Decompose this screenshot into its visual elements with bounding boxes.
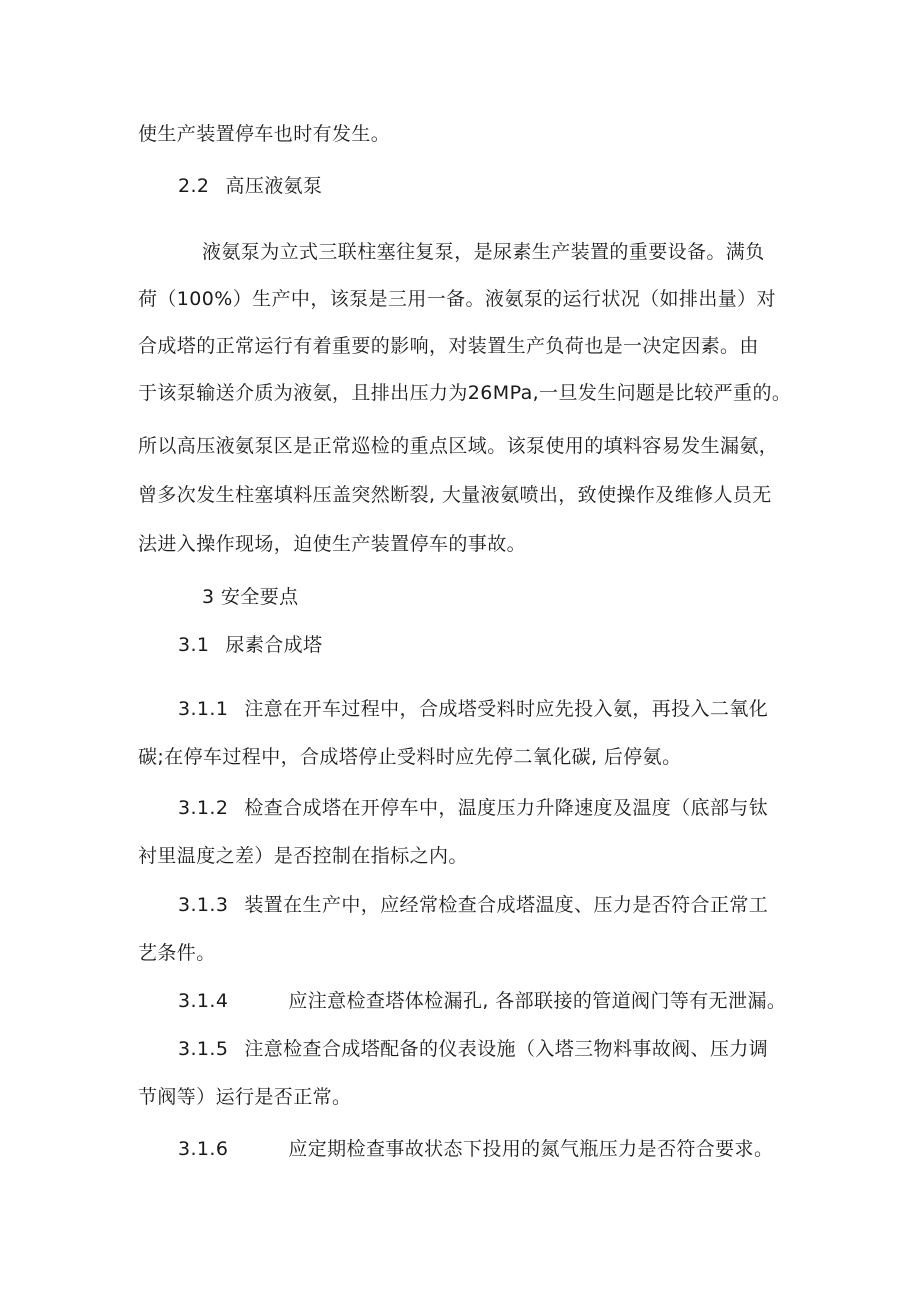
- section-heading-3-1: [178, 633, 322, 657]
- clause-3-1-3: [178, 893, 768, 917]
- clause-text: 检查合成塔在开停车中，温度压力升降速度及温度（底部与钛: [244, 797, 769, 819]
- clause-continuation: 碳;在停车过程中，合成塔停止受料时应先停二氧化碳, 后停氨。: [138, 746, 682, 768]
- clause-number: 3.1.1: [178, 698, 229, 720]
- clause-3-1-1: [178, 697, 768, 721]
- paragraph-line: 液氨泵为立式三联柱塞往复泵，是尿素生产装置的重要设备。满负: [202, 241, 765, 263]
- clause-3-1-5: [178, 1037, 768, 1061]
- clause-continuation: 节阀等）运行是否正常。: [138, 1086, 352, 1108]
- paragraph-line: 合成塔的正常运行有着重要的影响，对装置生产负荷也是一决定因素。由: [138, 335, 759, 357]
- clause-number: 3.1.4: [178, 990, 229, 1012]
- clause-text: 装置在生产中，应经常检查合成塔温度、压力是否符合正常工: [244, 894, 769, 916]
- clause-number: 3.1.5: [178, 1038, 229, 1060]
- section-title: 高压液氨泵: [225, 175, 323, 197]
- clause-number: 3.1.2: [178, 797, 229, 819]
- continuation-line: 使生产装置停车也时有发生。: [138, 123, 391, 145]
- paragraph-line: 于该泵输送介质为液氨，且排出压力为26MPa,一旦发生问题是比较严重的。: [138, 382, 792, 404]
- clause-text: 应定期检查事故状态下投用的氮气瓶压力是否符合要求。: [288, 1138, 774, 1160]
- clause-text: 注意检查合成塔配备的仪表设施（入塔三物料事故阀、压力调: [244, 1038, 769, 1060]
- paragraph-line: 法进入操作现场，迫使生产装置停车的事故。: [138, 533, 527, 555]
- clause-3-1-6: [178, 1137, 773, 1161]
- clause-continuation: 衬里温度之差）是否控制在指标之内。: [138, 845, 468, 867]
- section-heading-3: 3 安全要点: [202, 586, 299, 608]
- clause-3-1-2: [178, 796, 768, 820]
- paragraph-line: 所以高压液氨泵区是正常巡检的重点区域。该泵使用的填料容易发生漏氨，: [138, 435, 779, 457]
- clause-continuation: 艺条件。: [138, 942, 216, 964]
- section-number: 3.1: [178, 634, 210, 656]
- clause-text: 应注意检查塔体检漏孔, 各部联接的管道阀门等有无泄漏。: [288, 990, 787, 1012]
- section-heading-2-2: [178, 174, 322, 198]
- clause-number: 3.1.6: [178, 1138, 229, 1160]
- section-title: 尿素合成塔: [225, 634, 323, 656]
- clause-number: 3.1.3: [178, 894, 229, 916]
- clause-3-1-4: [178, 989, 786, 1013]
- clause-text: 注意在开车过程中，合成塔受料时应先投入氨，再投入二氧化: [244, 698, 769, 720]
- paragraph-line: 荷（100%）生产中，该泵是三用一备。液氨泵的运行状况（如排出量）对: [138, 288, 776, 310]
- section-number: 2.2: [178, 175, 210, 197]
- paragraph-line: 曾多次发生柱塞填料压盖突然断裂, 大量液氨喷出，致使操作及维修人员无: [138, 484, 772, 506]
